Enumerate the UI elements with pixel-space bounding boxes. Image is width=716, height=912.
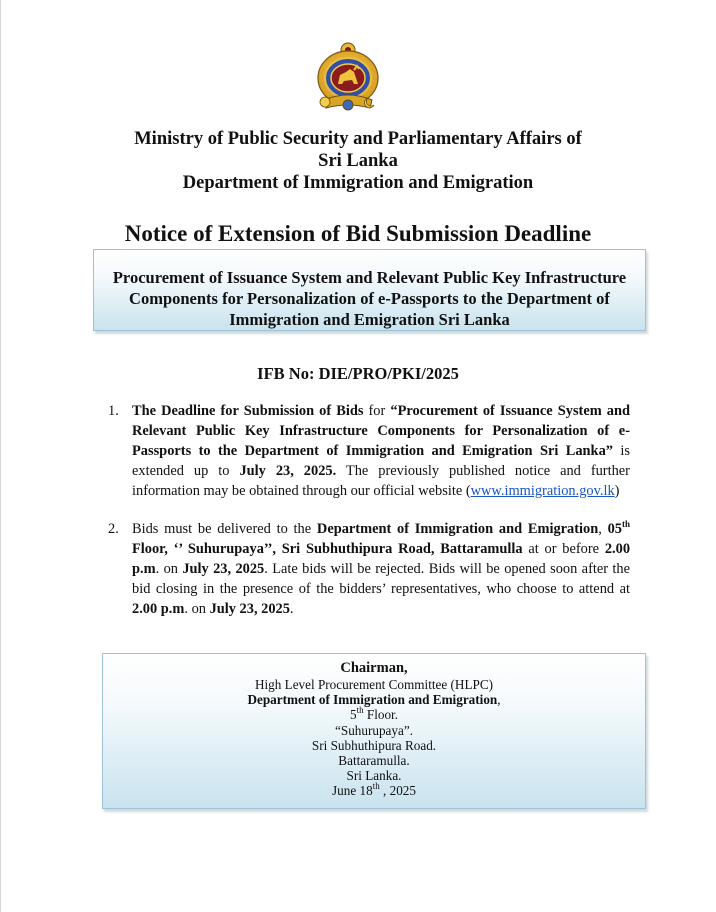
text: . on [155,561,183,577]
text: June 18 [332,783,373,799]
notice-title: Notice of Extension of Bid Submission Deadline [124,221,592,246]
ministry-line-1: Ministry of Public Security and Parliamentary Affairs of [134,129,582,149]
text: , [598,521,608,537]
text: at or before [522,541,605,557]
department-name: Department of Immigration and Emigration [247,692,498,708]
item-number: 2. [108,521,119,537]
superscript: th [356,705,364,716]
department-name: Department of Immigration and Emigration [182,173,534,193]
signatory-title: Chairman, [340,660,408,676]
text: 5 [349,707,357,723]
text: The previously published notice and further information may be obtained through our official website ( [132,463,630,499]
text: is extended up to [132,443,630,479]
notice-item-2 [108,519,630,619]
signature-date [103,783,645,798]
text: . on [184,601,210,617]
text: . [289,601,294,617]
opening-time: 2.00 p.m [132,601,185,617]
ministry-header [40,128,676,194]
address-country: Sri Lanka. [346,768,402,784]
sri-lanka-emblem-icon [310,42,386,114]
ministry-line-2: Sri Lanka [318,151,398,171]
address-building: “Suhurupaya”. [335,722,413,738]
ifb-number: IFB No: DIE/PRO/PKI/2025 [257,364,459,383]
procurement-title-line-1: Procurement of Issuance System and Relevant Public Key Infrastructure [112,268,627,287]
procurement-title-box [93,249,646,331]
address-road: Sri Subhuthipura Road. [311,737,437,753]
procurement-quote: “Procurement of Issuance System and Relevant Public Key Infrastructure Components for Personalization of e-Passports to the Department of Immigration and Emigration Sri Lanka” [132,403,630,459]
text: , 2025 [379,783,416,799]
delivery-address: Floor, ‘’ Suhurupaya’’, Sri Subhuthipura Road, Battaramulla [132,541,523,557]
opening-date: July 23, 2025 [209,601,290,617]
deadline-time: 2.00 p.m [132,541,631,577]
signature-department [103,692,645,707]
committee-name: High Level Procurement Committee (HLPC) [254,677,494,692]
superscript: th [372,781,380,792]
text: Floor. [363,707,399,723]
text: ) [614,483,620,499]
item-number: 1. [108,403,119,419]
procurement-title-line-3: Immigration and Emigration Sri Lanka [229,310,510,329]
notice-items [108,401,630,619]
deadline-label: The Deadline for Submission of Bids [132,403,364,419]
address-town: Battaramulla. [338,753,410,769]
text: for [363,403,391,419]
new-deadline: July 23, 2025. [239,463,337,479]
website-link[interactable]: www.immigration.gov.lk [470,483,615,499]
superscript: th [622,519,631,529]
signature-box [102,653,646,809]
notice-item-1 [108,401,630,501]
floor-number: 05 [607,521,622,537]
text: . Late bids will be rejected. Bids will be opened soon after the bid closing in the presence of the bidders’ representatives, who choose to attend at [132,561,630,597]
text: , [497,692,501,708]
department-name: Department of Immigration and Emigration [316,521,599,537]
deadline-date: July 23, 2025 [182,561,265,577]
page-edge [0,0,1,912]
address-floor [103,707,645,722]
procurement-title-line-2: Components for Personalization of e-Passports to the Department of [129,289,610,308]
text: Bids must be delivered to the [132,521,317,537]
